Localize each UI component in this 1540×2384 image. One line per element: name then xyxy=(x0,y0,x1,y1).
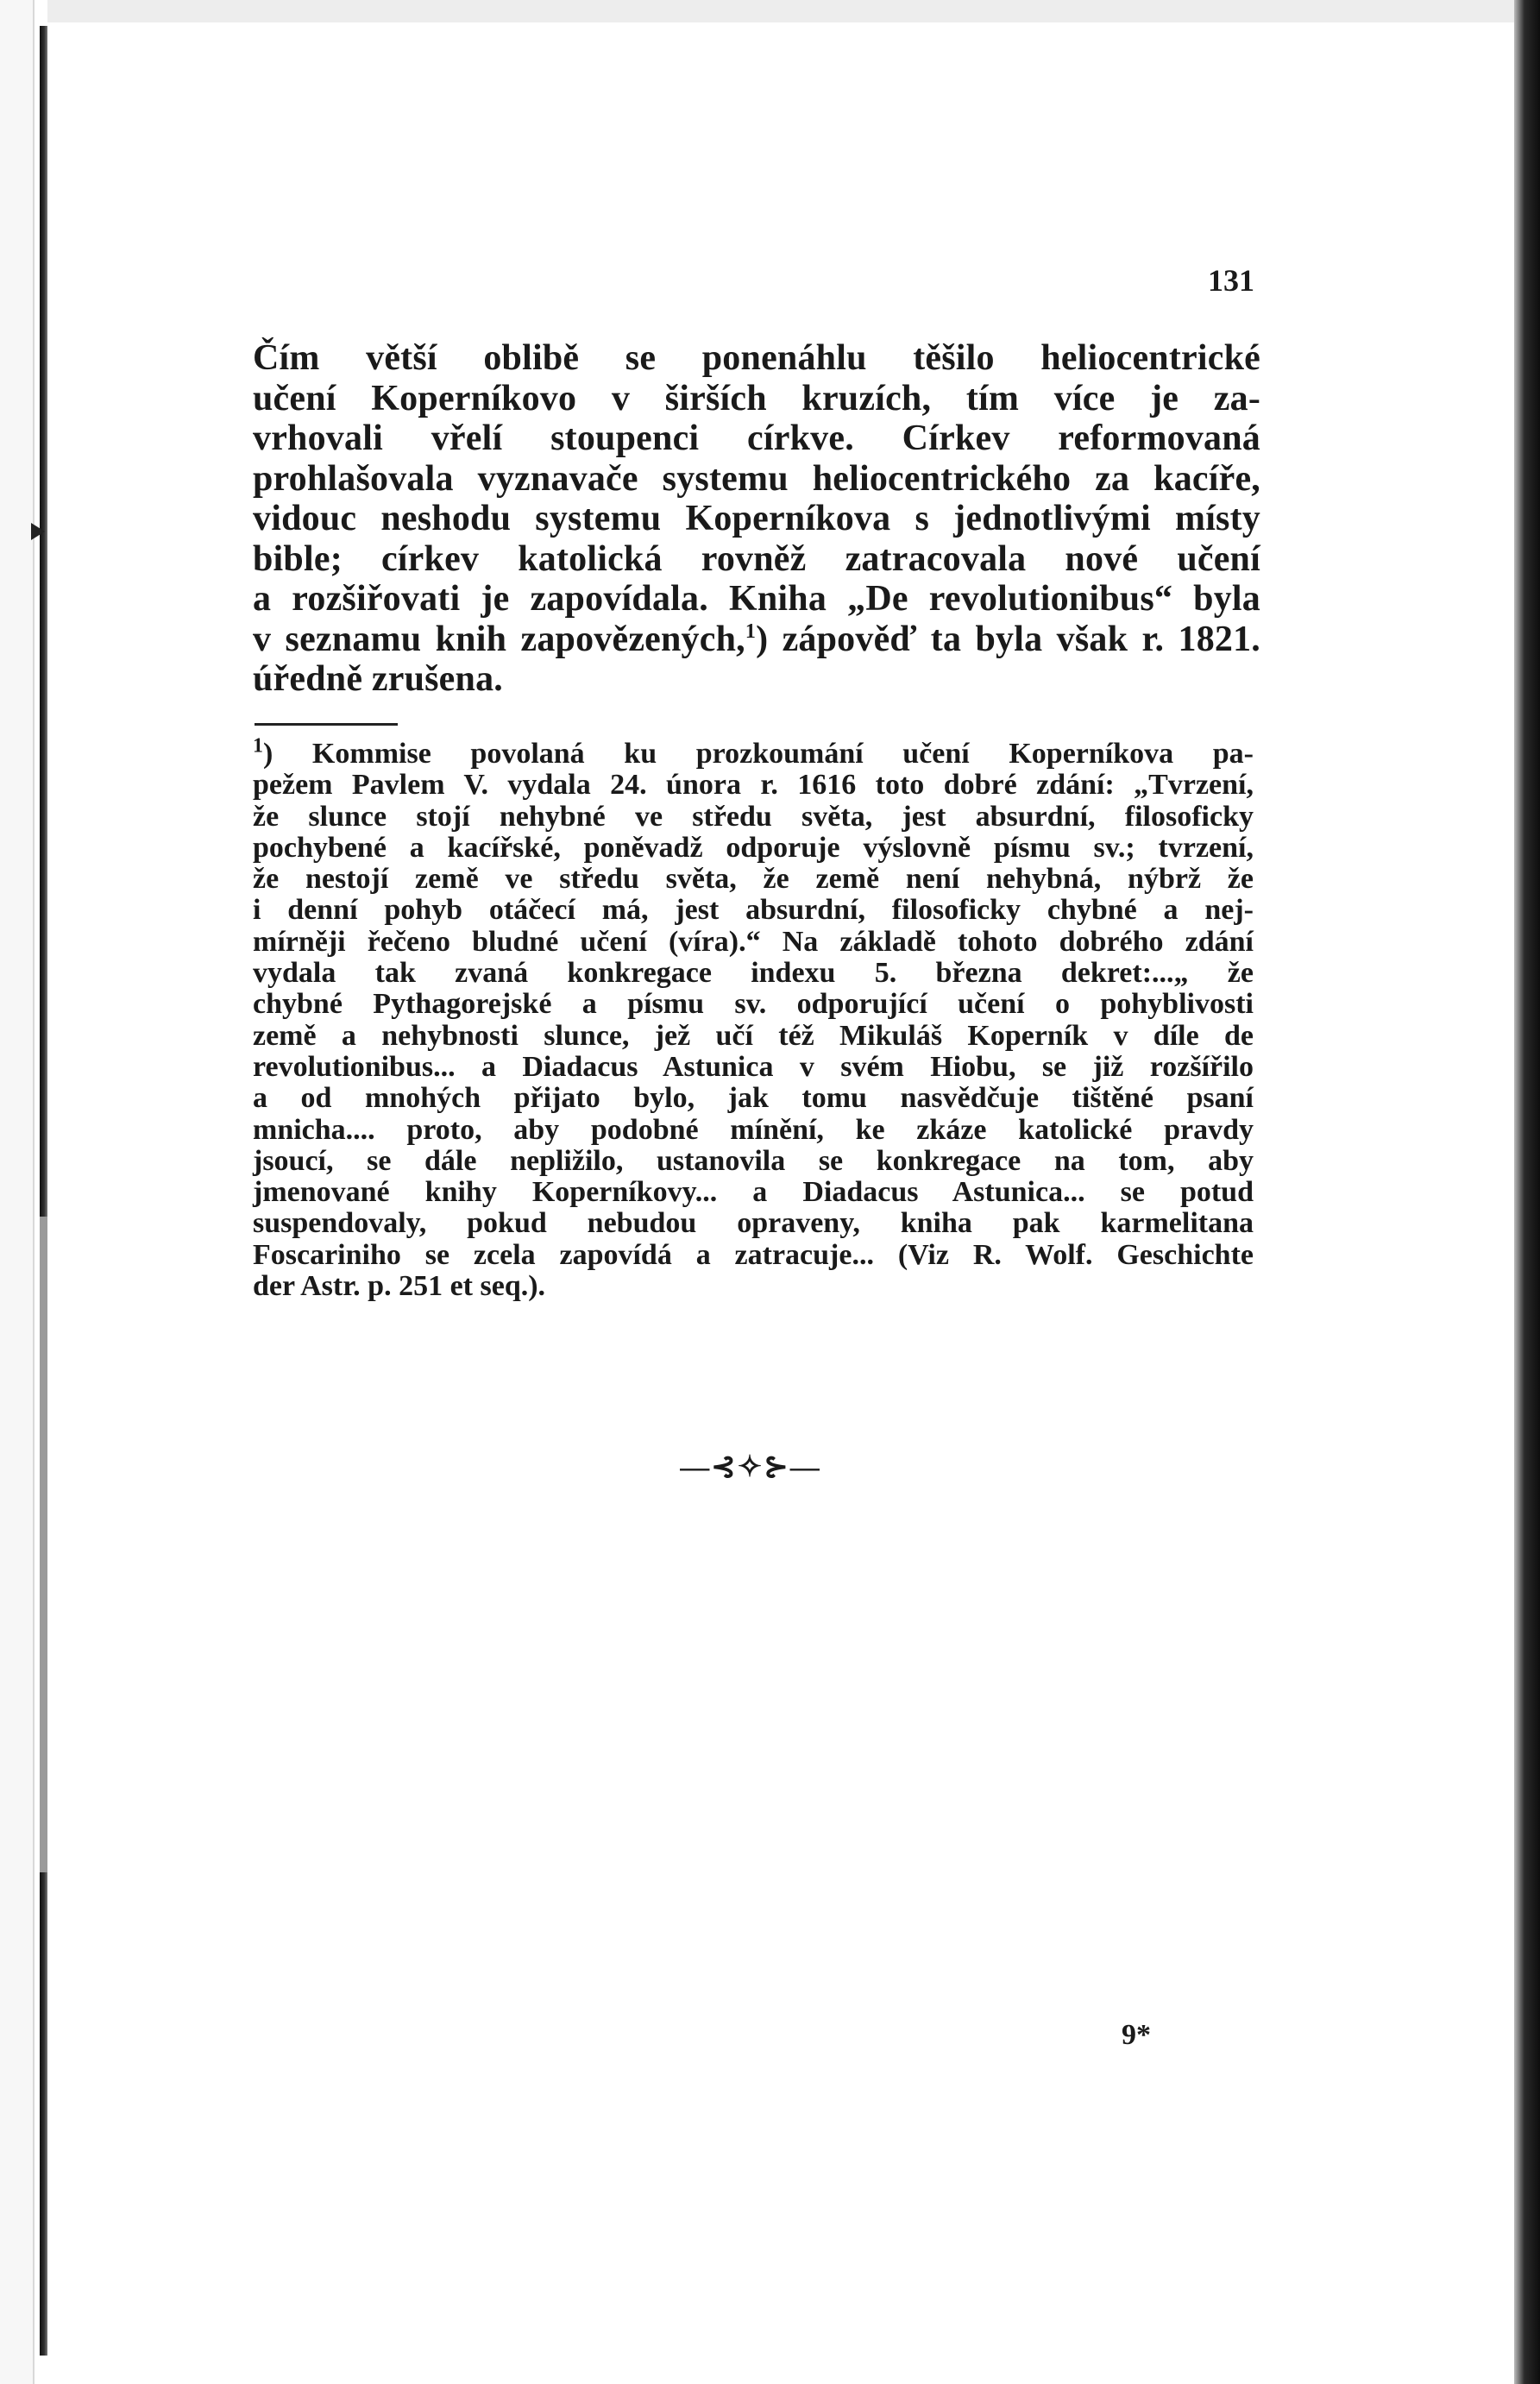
footnote-line: mnicha.... proto, aby podobné mínění, ke zkáze katolické pravdy xyxy=(253,1113,1254,1146)
margin-arrow-icon xyxy=(31,523,45,540)
text-line: prohlašovala vyznavače systemu heliocentrického za kacíře, xyxy=(253,458,1260,499)
footnote-line: země a nehybnosti slunce, jež učí též Mikuláš Koperník v díle de xyxy=(253,1019,1254,1052)
main-paragraph xyxy=(253,338,1260,700)
text-segment: ) zápověď ta byla však r. 1821. xyxy=(756,619,1260,659)
footnote-line: vydala tak zvaná konkregace indexu 5. března dekret:...„ že xyxy=(253,957,1254,990)
footnote-separator xyxy=(255,723,398,726)
footnote-line: Foscariniho se zcela zapovídá a zatracuje... (Viz R. Wolf. Geschichte xyxy=(253,1238,1254,1271)
text-segment: ) Kommise povolaná ku prozkoumání učení Koperníkova pa- xyxy=(263,738,1254,770)
book-spine-shadow xyxy=(40,26,47,2356)
text-line-with-footnote-ref xyxy=(253,620,1260,660)
text-line: úředně zrušena. xyxy=(253,659,503,699)
text-line: vrhovali vřelí stoupenci církve. Církev reformovaná xyxy=(253,418,1260,458)
footnote-line: i denní pohyb otáčecí má, jest absurdní, filosoficky chybné a nej- xyxy=(253,894,1254,927)
scan-right-edge xyxy=(1514,0,1540,2384)
footnote-number: 1 xyxy=(253,734,263,758)
footnote-reference: 1 xyxy=(745,620,757,643)
footnote-line: revolutionibus... a Diadacus Astunica v svém Hiobu, se již rozšířilo xyxy=(253,1050,1254,1083)
text-line: Čím větší oblibě se ponenáhlu těšilo heliocentrické xyxy=(253,338,1260,378)
section-end-ornament: —⊰✧⊱— xyxy=(680,1451,821,1483)
scan-left-margin xyxy=(0,0,35,2384)
footnote-line xyxy=(253,734,1254,770)
book-spine-gap xyxy=(40,1217,47,1872)
footnote-line: chybné Pythagorejské a písmu sv. odporující učení o pohyblivosti xyxy=(253,988,1254,1021)
footnote-line: jsoucí, se dále nepližilo, ustanovila se konkregace na tom, aby xyxy=(253,1144,1254,1177)
page-number: 131 xyxy=(1208,263,1254,298)
footnote xyxy=(253,734,1254,1303)
footnote-line: pežem Pavlem V. vydala 24. února r. 1616 toto dobré zdání: „Tvrzení, xyxy=(253,769,1254,802)
printer-signature-mark: 9* xyxy=(1122,2019,1151,2051)
footnote-line: pochybené a kacířské, poněvadž odporuje výslovně písmu sv.; tvrzení, xyxy=(253,831,1254,864)
footnote-line: jmenované knihy Koperníkovy... a Diadacus Astunica... se potud xyxy=(253,1176,1254,1209)
footnote-line: mírněji řečeno bludné učení (víra).“ Na základě tohoto dobrého zdání xyxy=(253,925,1254,958)
footnote-line: suspendovaly, pokud nebudou opraveny, kniha pak karmelitana xyxy=(253,1207,1254,1240)
footnote-line: a od mnohých přijato bylo, jak tomu nasvědčuje tištěné psaní xyxy=(253,1082,1254,1115)
text-line: učení Koperníkovo v širších kruzích, tím více je za- xyxy=(253,378,1260,418)
text-line: bible; církev katolická rovněž zatracovala nové učení xyxy=(253,538,1260,579)
footnote-line: že nestojí země ve středu světa, že země není nehybná, nýbrž že xyxy=(253,863,1254,896)
text-line: vidouc neshodu systemu Koperníkova s jednotlivými místy xyxy=(253,499,1260,538)
text-line: a rozšiřovati je zapovídala. Kniha „De revolutionibus“ byla xyxy=(253,579,1260,619)
footnote-line: der Astr. p. 251 et seq.). xyxy=(253,1270,546,1303)
footnote-line: že slunce stojí nehybné ve středu světa, jest absurdní, filosoficky xyxy=(253,800,1254,833)
text-segment: v seznamu knih zapovězených, xyxy=(253,619,745,659)
scan-top-edge xyxy=(47,0,1514,22)
